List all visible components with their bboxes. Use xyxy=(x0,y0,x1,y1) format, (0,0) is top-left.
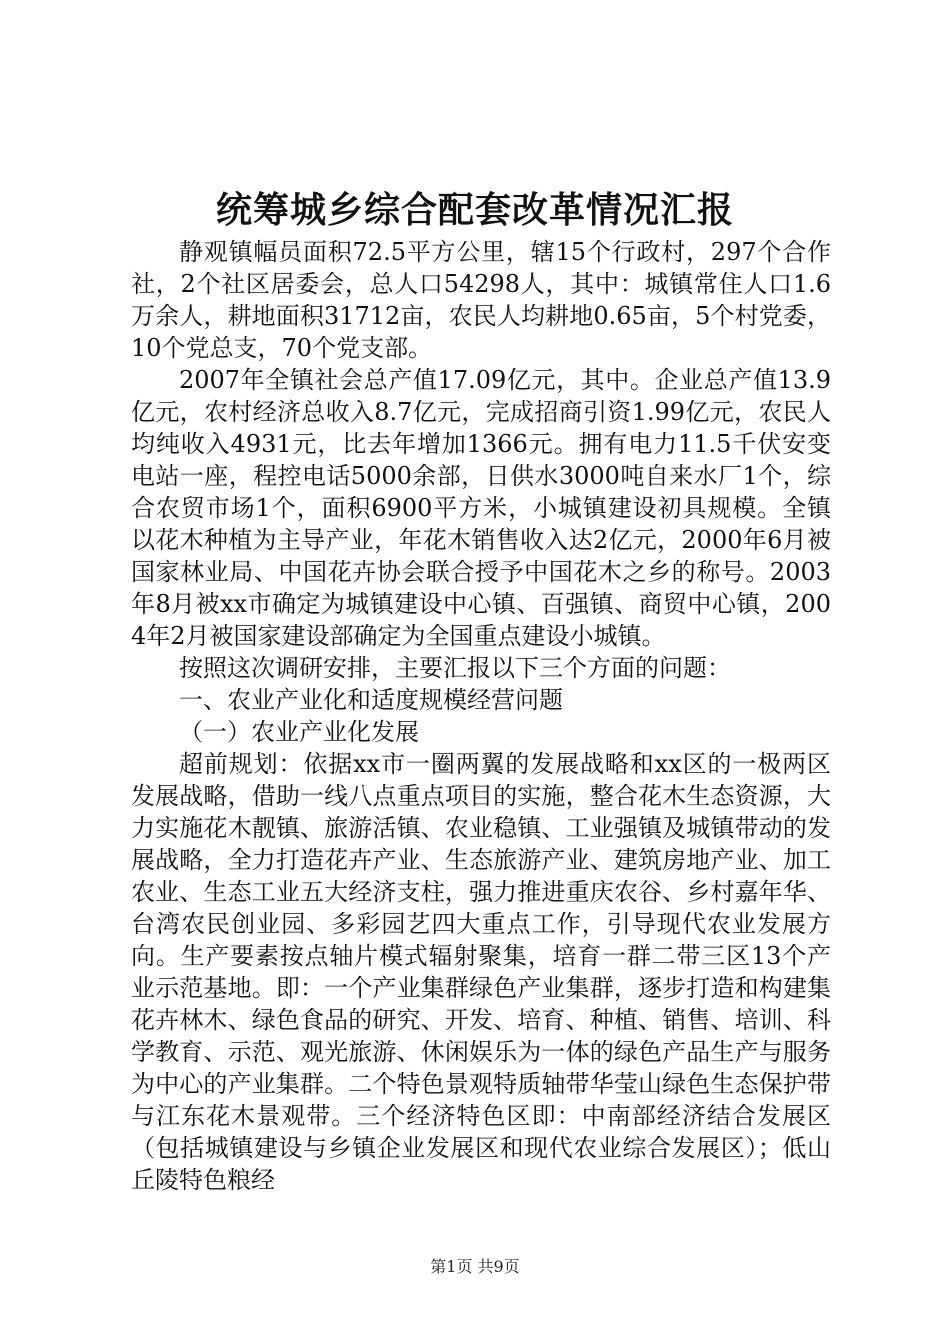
paragraph-report-intro: 按照这次调研安排，主要汇报以下三个方面的问题： xyxy=(179,654,731,682)
page-footer: 第1页 共9页 xyxy=(430,1257,520,1276)
document-body xyxy=(131,236,831,1196)
subsection-heading-1: （一）农业产业化发展 xyxy=(179,718,419,746)
paragraph-advance-planning: 超前规划：依据xx市一圈两翼的发展战略和xx区的一极两区发展战略，借助一线八点重点项目的实施，整合花木生态资源，大力实施花木靓镇、旅游活镇、农业稳镇、工业强镇及城镇带动的发展战略，全力打造花卉产业、生态旅游产业、建筑房地产业、加工农业、生态工业五大经济支柱，强力推进重庆农谷、乡村嘉年华、台湾农民创业园、多彩园艺四大重点工作，引导现代农业发展方向。生产要素按点轴片模式辐射聚集，培育一群二带三区13个产业示范基地。即：一个产业集群绿色产业集群，逐步打造和构建集花卉林木、绿色食品的研究、开发、培育、种植、销售、培训、科学教育、示范、观光旅游、休闲娱乐为一体的绿色产品生产与服务为中心的产业集群。二个特色景观特质轴带华莹山绿色生态保护带与江东花木景观带。三个经济特色区即：中南部经济结合发展区（包括城镇建设与乡镇企业发展区和现代农业综合发展区）；低山丘陵特色粮经 xyxy=(131,750,831,1194)
document-title: 统筹城乡综合配套改革情况汇报 xyxy=(215,189,734,231)
section-heading-1: 一、农业产业化和适度规模经营问题 xyxy=(179,686,563,714)
paragraph-town-overview: 静观镇幅员面积72.5平方公里，辖15个行政村，297个合作社，2个社区居委会，总人口54298人，其中：城镇常住人口1.6万余人，耕地面积31712亩，农民人均耕地0.65亩，5个村党委，10个党总支，70个党支部。 xyxy=(131,238,831,362)
paragraph-economic-output: 2007年全镇社会总产值17.09亿元，其中。企业总产值13.9亿元，农村经济总收入8.7亿元，完成招商引资1.99亿元，农民人均纯收入4931元，比去年增加1366元。拥有电力11.5千伏安变电站一座，程控电话5000余部，日供水3000吨自来水厂1个，综合农贸市场1个，面积6900平方米，小城镇建设初具规模。全镇以花木种植为主导产业，年花木销售收入达2亿元，2000年6月被国家林业局、中国花卉协会联合授予中国花木之乡的称号。2003年8月被xx市确定为城镇建设中心镇、百强镇、商贸中心镇，2004年2月被国家建设部确定为全国重点建设小城镇。 xyxy=(131,366,831,650)
